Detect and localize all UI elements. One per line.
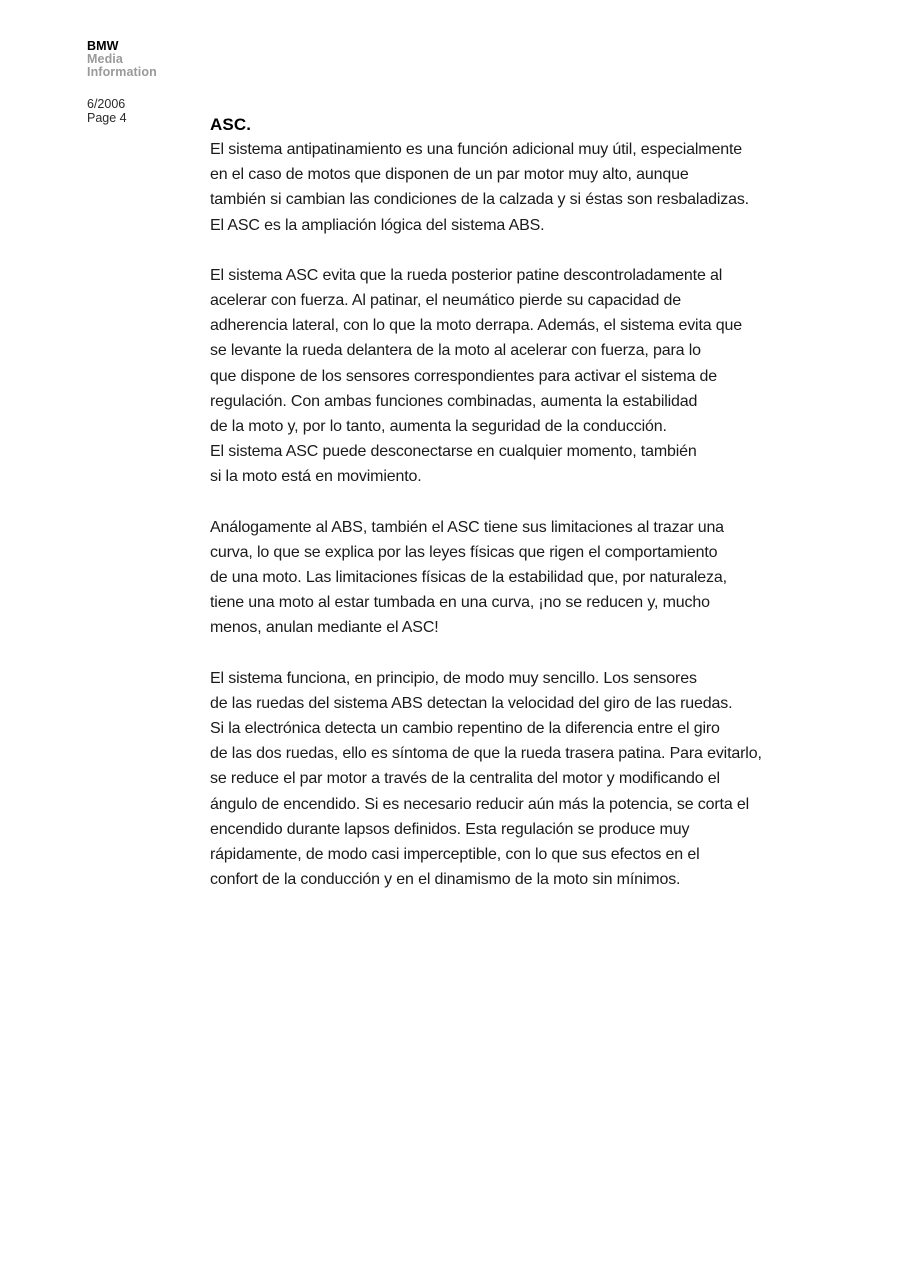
document-body [210,112,785,892]
paragraph-intro: El sistema antipatinamiento es una función adicional muy útil, especialmente en el caso de motos que disponen de un par motor muy alto, aunque también si cambian las condiciones de la calzada y si éstas son resbaladizas. El ASC es la ampliación lógica del sistema ABS. [210,141,749,234]
paragraph-operation: El sistema funciona, en principio, de modo muy sencillo. Los sensores de las ruedas del sistema ABS detectan la velocidad del giro de las ruedas. Si la electrónica detecta un cambio repentino de la diferencia entre el giro de las dos ruedas, ello es síntoma de que la rueda trasera patina. Para evitarlo, se reduce el par motor a través de la centralita del motor y modificando el ángulo de encendido. Si es necesario reducir aún más la potencia, se corta el encendido durante lapsos definidos. Esta regulación se produce muy rápidamente, de modo casi imperceptible, con lo que sus efectos en el confort de la conducción y en el dinamismo de la moto sin mínimos. [210,669,762,889]
publisher-block [87,40,157,79]
brand-information-label: Information [87,65,157,79]
section-title: ASC. [210,115,252,134]
page-header [87,40,157,125]
issue-date: 6/2006 [87,97,126,111]
paragraph-function: El sistema ASC evita que la rueda posterior patine descontroladamente al acelerar con fuerza. Al patinar, el neumático pierde su capacidad de adherencia lateral, con lo que la moto derrapa. Además, el sistema evita que se levante la rueda delantera de la moto al acelerar con fuerza, para lo que dispone de los sensores correspondientes para activar el sistema de regulación. Con ambas funciones combinadas, aumenta la estabilidad de la moto y, por lo tanto, aumenta la seguridad de la conducción. El sistema ASC puede desconectarse en cualquier momento, también si la moto está en movimiento. [210,266,743,486]
page-number: Page 4 [87,110,127,125]
brand-name: BMW [87,39,119,53]
brand-media-label: Media [87,52,123,66]
paragraph-limitations: Análogamente al ABS, también el ASC tiene sus limitaciones al trazar una curva, lo que se explica por las leyes físicas que rigen el comportamiento de una moto. Las limitaciones físicas de la estabilidad que, por naturaleza, tiene una moto al estar tumbada en una curva, ¡no se reducen y, mucho menos, anulan mediante el ASC! [210,518,727,637]
issue-block [87,98,157,125]
